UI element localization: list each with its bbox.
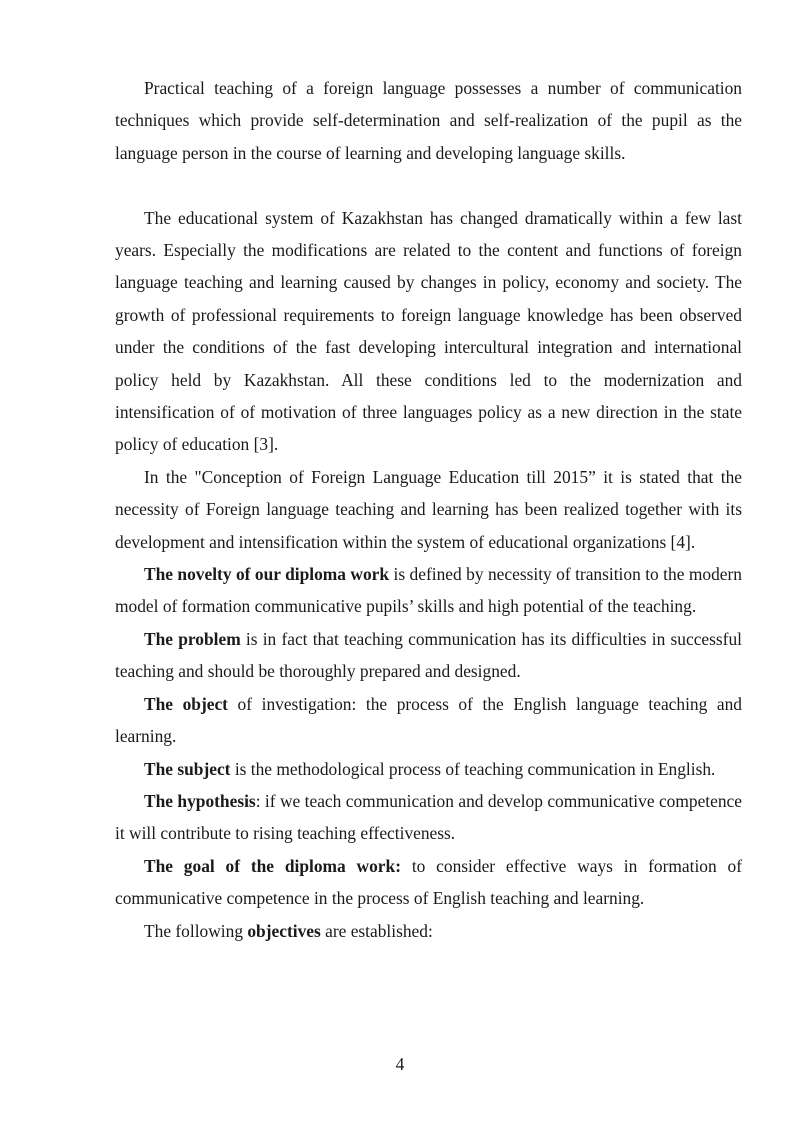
problem-text: is in fact that teaching communication has its difficulties in successful teaching and should be thoroughly prepared and designed.	[115, 628, 742, 682]
hypothesis-lead: The hypothesis	[144, 790, 256, 811]
document-body	[115, 72, 742, 947]
paragraph-conception: In the "Conception of Foreign Language Education till 2015” it is stated that the necessity of Foreign language teaching and learning has been realized together with its development and intensification within the system of educational organizations [4].	[115, 466, 742, 552]
paragraph-goal	[115, 850, 742, 915]
paragraph-problem	[115, 623, 742, 688]
paragraph-objectives	[115, 915, 742, 947]
objectives-after: are established:	[320, 920, 433, 941]
paragraph-subject	[115, 753, 742, 785]
goal-lead: The goal of the diploma work:	[144, 855, 401, 876]
novelty-lead: The novelty of our diploma work	[144, 564, 390, 585]
objectives-lead: objectives	[247, 920, 321, 941]
subject-text: is the methodological process of teaching communication in English.	[230, 758, 716, 779]
paragraph-educational-system: The educational system of Kazakhstan has changed dramatically within a few last years. Especially the modifications are related to the content and functions of foreign language teaching and learning caused by changes in policy, economy and society. The growth of professional requirements to foreign language knowledge has been observed under the conditions of the fast developing intercultural integration and international policy held by Kazakhstan. All these conditions led to the modernization and intensification of of motivation of three languages policy as a new direction in the state policy of education [3].	[115, 207, 742, 455]
goal-text: to consider effective ways in formation of communicative competence in the process of English teaching and learning.	[115, 855, 742, 909]
object-text: of investigation: the process of the English language teaching and learning.	[115, 693, 742, 747]
hypothesis-text: : if we teach communication and develop communicative competence it will contribute to rising teaching effectiveness.	[115, 790, 742, 844]
paragraph-practical-teaching: Practical teaching of a foreign language possesses a number of communication techniques which provide self-determination and self-realization of the pupil as the language person in the course of learning and developing language skills.	[115, 78, 742, 163]
paragraph-object	[115, 688, 742, 753]
problem-lead: The problem	[144, 628, 241, 649]
objectives-before: The following	[144, 920, 248, 941]
paragraph-novelty	[115, 558, 742, 623]
paragraph-hypothesis	[115, 785, 742, 850]
page-number: 4	[395, 1054, 405, 1074]
subject-lead: The subject	[144, 758, 231, 779]
novelty-text: is defined by necessity of transition to the modern model of formation communicative pupils’ skills and high potential of the teaching.	[115, 564, 742, 617]
object-lead: The object	[144, 693, 228, 714]
